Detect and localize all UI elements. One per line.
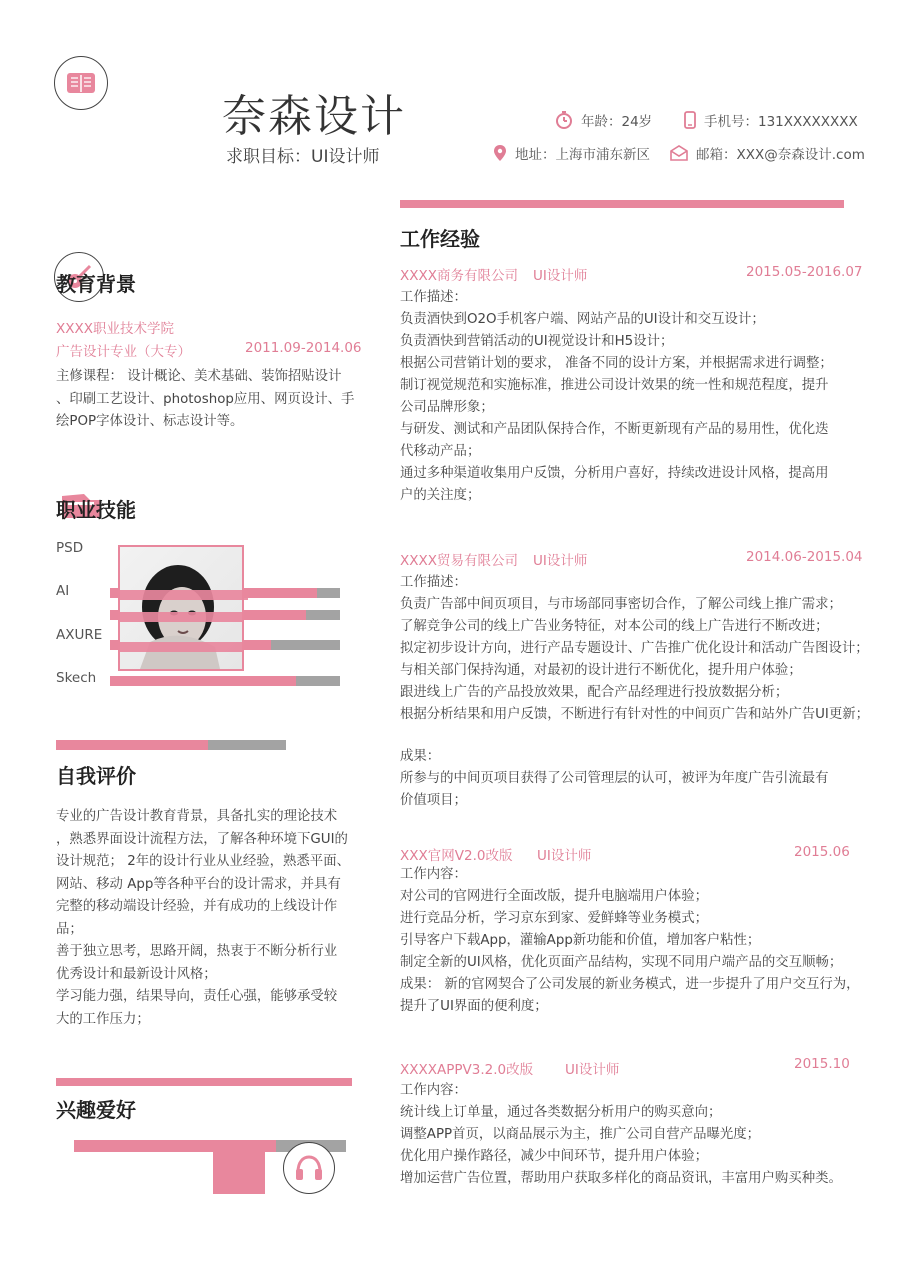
self-eval-line: 设计规范； 2年的设计行业从业经验，熟悉平面、 <box>56 854 350 869</box>
self-eval-divider <box>56 740 286 750</box>
headphones-icon-circle <box>283 1142 335 1194</box>
self-eval-line: 专业的广告设计教育背景，具备扎实的理论技术 <box>56 809 338 824</box>
job-period: 2015.10 <box>794 1056 850 1072</box>
job-line: 根据公司营销计划的要求， 准备不同的设计方案，并根据需求进行调整； <box>400 356 833 371</box>
job-line: 统计线上订单量，通过各类数据分析用户的购买意向； <box>400 1105 722 1120</box>
skills-title: 职业技能 <box>56 498 136 522</box>
job-description <box>400 1080 842 1190</box>
major-name: 广告设计专业（大专） <box>56 344 191 360</box>
self-eval-line: 优秀设计和最新设计风格； <box>56 966 217 982</box>
job-period: 2015.05-2016.07 <box>746 264 863 280</box>
job-line: 成果： <box>400 749 441 764</box>
profile-photo <box>118 545 244 671</box>
job-line: 了解竞争公司的线上广告业务特征，对本公司的线上广告进行不断改进； <box>400 619 829 634</box>
job-line: 增加运营广告位置，帮助用户获取多样化的商品资讯，丰富用户购买种类。 <box>400 1171 842 1186</box>
job-description <box>400 572 869 726</box>
job-company: XXXX贸易有限公司 <box>400 553 518 569</box>
job-line: 负责酒快到O2O手机客户端、网站产品的UI设计和交互设计； <box>400 312 765 327</box>
job-line: 进行竞品分析，学习京东到家、爱鲜蜂等业务模式； <box>400 911 708 926</box>
age-text: 年龄：24岁 <box>581 114 653 130</box>
job-line: 所参与的中间页项目获得了公司管理层的认可，被评为年度广告引流最有 <box>400 771 829 786</box>
job-line: 拟定初步设计方向，进行产品专题设计、广告推广优化设计和活动广告图设计； <box>400 641 869 656</box>
course-line: 绘POP字体设计、标志设计等。 <box>56 414 244 429</box>
job-company: XXXXAPPV3.2.0改版 <box>400 1062 534 1078</box>
job-line: 价值项目； <box>400 793 467 808</box>
work-title: 工作经验 <box>400 227 480 251</box>
self-eval-line: 学习能力强，结果导向，责任心强，能够承受较 <box>56 989 338 1004</box>
location-pin-icon <box>493 144 507 162</box>
job-company: XXXX商务有限公司 <box>400 268 518 284</box>
job-role: UI设计师 <box>537 848 592 864</box>
hobby-title: 兴趣爱好 <box>56 1098 136 1122</box>
self-eval-line: 网站、移动 App等各种平台的设计需求，并具有 <box>56 876 341 892</box>
self-eval-line: 完整的移动端设计经验，并有成功的上线设计作 <box>56 899 338 914</box>
clock-icon <box>555 111 573 129</box>
job-period: 2014.06-2015.04 <box>746 549 863 565</box>
job-line: 与研发、测试和产品团队保持合作，不断更新现有产品的易用性，优化迭 <box>400 422 829 437</box>
job-description <box>400 287 833 507</box>
self-eval-line: 品； <box>56 921 83 937</box>
job-line: 跟进线上广告的产品投放效果，配合产品经理进行投放数据分析； <box>400 685 789 700</box>
decor-strip <box>118 642 244 652</box>
resume-name: 奈森设计 <box>222 91 406 142</box>
education-period: 2011.09-2014.06 <box>245 340 362 356</box>
skill-name: PSD <box>56 540 84 556</box>
job-line: 户的关注度； <box>400 488 481 503</box>
decor-strip <box>118 590 248 600</box>
job-role: UI设计师 <box>533 553 588 569</box>
decor-strip <box>110 676 296 686</box>
skill-name: AI <box>56 583 70 599</box>
mail-icon <box>670 145 688 161</box>
job-line: 调整APP首页，以商品展示为主，推广公司自营产品曝光度； <box>400 1127 761 1142</box>
job-line: 优化用户操作路径，减少中间环节，提升用户体验； <box>400 1149 708 1164</box>
job-line: 工作内容： <box>400 1083 467 1098</box>
email-info <box>670 143 865 163</box>
job-line: 工作内容： <box>400 867 467 882</box>
job-line: 与相关部门保持沟通，对最初的设计进行不断优化，提升用户体验； <box>400 663 802 678</box>
decor-strip <box>118 612 244 622</box>
job-line: 负责酒快到营销活动的UI视觉设计和H5设计； <box>400 334 674 349</box>
job-line: 对公司的官网进行全面改版，提升电脑端用户体验； <box>400 889 708 904</box>
self-eval-title: 自我评价 <box>56 764 136 788</box>
job-role: UI设计师 <box>533 268 588 284</box>
skill-name: AXURE <box>56 627 103 643</box>
job-line: 公司品牌形象； <box>400 400 494 415</box>
education-title: 教育背景 <box>56 272 136 296</box>
course-line: 主修课程： 设计概论、美术基础、装饰招贴设计 <box>56 369 342 384</box>
hobby-divider <box>56 1078 352 1086</box>
job-line: 成果： 新的官网契合了公司发展的新业务模式，进一步提升了用户交互行为， <box>400 977 860 992</box>
job-line: 工作描述： <box>400 575 467 590</box>
self-eval-text <box>56 806 350 1031</box>
self-eval-line: ，熟悉界面设计流程方法，了解各种环境下GUI的 <box>56 831 348 847</box>
job-line: 提升了UI界面的便利度； <box>400 999 548 1014</box>
address-text: 地址：上海市浦东新区 <box>515 147 650 163</box>
email-text: 邮箱：XXX@奈森设计.com <box>696 147 865 163</box>
job-line: 工作描述： <box>400 290 467 305</box>
job-company: XXX官网V2.0改版 <box>400 848 513 864</box>
job-description <box>400 864 860 1018</box>
self-eval-line: 善于独立思考，思路开阔，热衷于不断分析行业 <box>56 944 338 959</box>
courses <box>56 366 354 434</box>
school-name: XXXX职业技术学院 <box>56 321 174 337</box>
age-info <box>555 110 652 130</box>
job-line: 根据分析结果和用户反馈，不断进行有针对性的中间页广告和站外广告UI更新； <box>400 707 870 722</box>
book-icon <box>66 71 96 95</box>
book-icon-circle <box>54 56 108 110</box>
work-divider <box>400 200 844 208</box>
job-line: 制订视觉规范和实施标准，推进公司设计效果的统一性和规范程度，提升 <box>400 378 829 393</box>
job-line: 制定全新的UI风格，优化页面产品结构，实现不同用户端产品的交互顺畅； <box>400 955 843 970</box>
job-target: 求职目标：UI设计师 <box>226 147 380 167</box>
skill-name: Skech <box>56 670 97 686</box>
course-line: 、印刷工艺设计、photoshop应用、网页设计、手 <box>56 391 355 407</box>
job-line: 代移动产品； <box>400 444 481 459</box>
job-line: 负责广告部中间页项目，与市场部同事密切合作，了解公司线上推广需求； <box>400 597 842 612</box>
job-line: 引导客户下载App，灌输App新功能和价值，增加客户粘性； <box>400 933 761 948</box>
address-info <box>493 143 650 163</box>
hobby-decor-block <box>213 1140 265 1194</box>
job-role: UI设计师 <box>565 1062 620 1078</box>
phone-text: 手机号：131XXXXXXXX <box>704 114 858 130</box>
job-period: 2015.06 <box>794 844 850 860</box>
headphones-icon <box>294 1154 324 1182</box>
job-result <box>400 746 829 812</box>
phone-info <box>684 110 858 130</box>
self-eval-line: 大的工作压力； <box>56 1011 150 1027</box>
phone-icon <box>684 111 696 129</box>
job-line: 通过多种渠道收集用户反馈，分析用户喜好，持续改进设计风格，提高用 <box>400 466 829 481</box>
